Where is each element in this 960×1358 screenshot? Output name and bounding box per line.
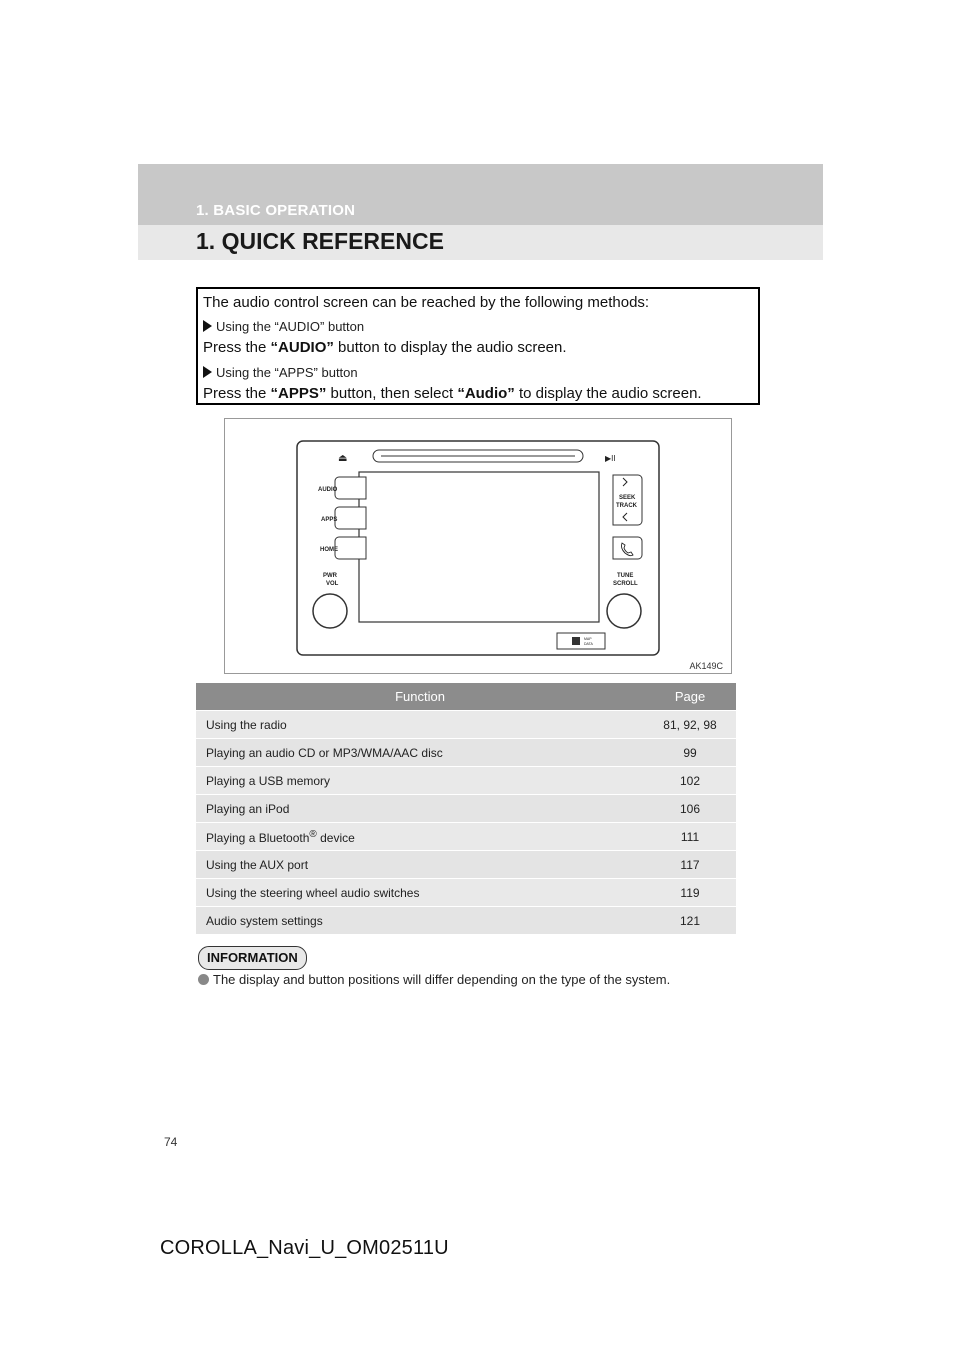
intro-text: The audio control screen can be reached by the following methods: (203, 294, 650, 311)
power-volume-knob (313, 594, 347, 628)
section-label: 1. BASIC OPERATION (196, 202, 356, 219)
svg-text:APPS: APPS (321, 517, 338, 523)
function-cell: Playing a USB memory (196, 767, 644, 795)
table-row (196, 907, 736, 935)
table-row (196, 879, 736, 907)
svg-text:TRACK: TRACK (616, 503, 637, 509)
page-column-header: Page (644, 683, 736, 711)
document-code: COROLLA_Navi_U_OM02511U (160, 1237, 449, 1259)
page-cell: 99 (644, 739, 736, 767)
display-screen (359, 472, 599, 622)
method-audio-instruction: Press the “AUDIO” button to display the audio screen. (203, 339, 567, 356)
table-row (196, 767, 736, 795)
svg-text:AUDIO: AUDIO (318, 487, 338, 493)
function-cell: Using the AUX port (196, 851, 644, 879)
bullet-dot-icon (198, 974, 209, 985)
page-cell: 117 (644, 851, 736, 879)
function-table (196, 683, 736, 934)
triangle-bullet-icon (203, 320, 212, 332)
intro-box (196, 287, 760, 405)
sd-card-icon (572, 637, 580, 645)
function-cell: Playing an iPod (196, 795, 644, 823)
function-cell: Audio system settings (196, 907, 644, 935)
table-row (196, 795, 736, 823)
svg-text:MAP: MAP (584, 637, 592, 641)
method-audio-heading: Using the “AUDIO” button (203, 317, 753, 337)
page-cell: 81, 92, 98 (644, 711, 736, 739)
table-header-row (196, 683, 736, 711)
function-cell: Using the steering wheel audio switches (196, 879, 644, 907)
seek-track-key (613, 475, 642, 525)
phone-key (613, 537, 642, 559)
registered-mark: ® (309, 828, 317, 840)
information-label: INFORMATION (198, 946, 307, 970)
head-unit-illustration (225, 419, 731, 673)
page-cell: 119 (644, 879, 736, 907)
table-row (196, 851, 736, 879)
table-row (196, 739, 736, 767)
chapter-header (138, 164, 823, 260)
function-cell: Playing an audio CD or MP3/WMA/AAC disc (196, 739, 644, 767)
vol-label: VOL (326, 581, 339, 587)
svg-text:DATA: DATA (584, 642, 593, 646)
method-apps-instruction: Press the “APPS” button, then select “Audio” to display the audio screen. (203, 385, 702, 402)
tune-label: TUNE (617, 573, 634, 579)
scroll-label: SCROLL (613, 581, 638, 587)
svg-text:HOME: HOME (320, 547, 338, 553)
table-row (196, 823, 736, 851)
page-cell: 106 (644, 795, 736, 823)
play-pause-icon: ▶II (605, 454, 616, 463)
eject-icon: ⏏ (338, 453, 348, 464)
triangle-bullet-icon (203, 366, 212, 378)
head-unit-figure (224, 418, 732, 674)
function-column-header: Function (196, 683, 644, 711)
cd-slot (373, 450, 583, 462)
sd-card-slot (557, 633, 605, 649)
tune-scroll-knob (607, 594, 641, 628)
page-title: 1. QUICK REFERENCE (196, 228, 444, 254)
method-apps-heading: Using the “APPS” button (203, 363, 753, 383)
page-cell: 102 (644, 767, 736, 795)
svg-text:SEEK: SEEK (619, 495, 636, 501)
figure-code: AK149C (689, 661, 723, 671)
table-row (196, 711, 736, 739)
page-cell: 111 (644, 823, 736, 851)
function-cell: Playing a Bluetooth® device (196, 823, 644, 851)
function-cell: Using the radio (196, 711, 644, 739)
page-number: 74 (164, 1135, 178, 1149)
information-note: The display and button positions will differ depending on the type of the system. (198, 972, 670, 987)
page-cell: 121 (644, 907, 736, 935)
pwr-label: PWR (323, 573, 337, 579)
